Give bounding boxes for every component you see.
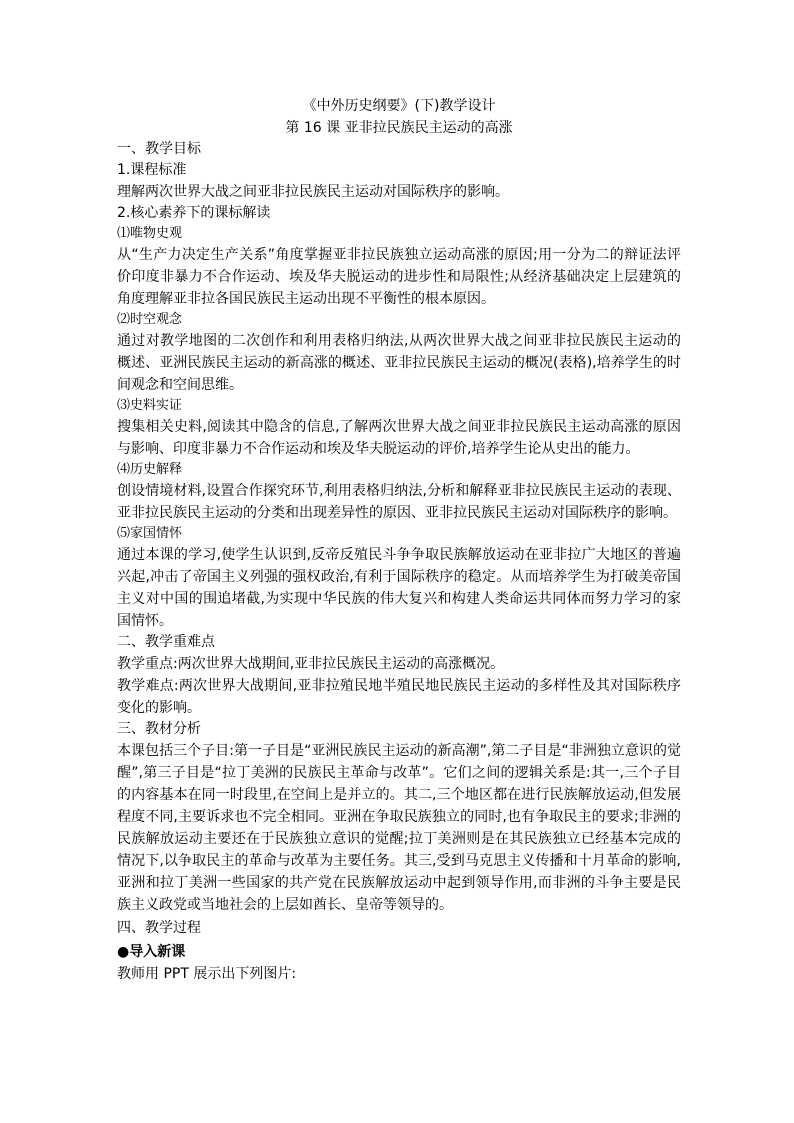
subheading-curriculum-standard: 1.课程标准 — [117, 162, 187, 178]
section-heading-textbook-analysis: 三、教材分析 — [117, 721, 201, 737]
subheading-lesson-intro: ●导入新课 — [117, 944, 186, 960]
section-heading-key-points: 二、教学重难点 — [117, 634, 215, 650]
paragraph-curriculum-standard: 理解两次世界大战之间亚非拉民族民主运动对国际秩序的影响。 — [117, 184, 509, 200]
literacy-text-spacetime: 通过对教学地图的二次创作和利用表格归纳法,从两次世界大战之间亚非拉民族民主运动的概述、亚洲民族民主运动的新高涨的概述、亚非拉民族民主运动的概况(表格),培养学生的时间观念和空间思维。 — [117, 333, 681, 393]
literacy-heading-spacetime: ⑵时空观念 — [117, 312, 183, 327]
literacy-heading-interpretation: ⑷历史解释 — [117, 462, 183, 477]
paragraph-intro-text: 教师用 PPT 展示出下列图片: — [117, 966, 297, 982]
document-title: 《中外历史纲要》(下)教学设计 — [302, 98, 496, 114]
literacy-text-materialism: 从“生产力决定生产关系”角度掌握亚非拉民族独立运动高涨的原因;用一分为二的辩证法评价印度非暴力不合作运动、埃及华夫脱运动的进步性和局限性;从经济基础决定上层建筑的角度理解亚非拉各国民族民主运动出现不平衡性的根本原因。 — [117, 247, 681, 307]
lesson-title: 第 16 课 亚非拉民族民主运动的高涨 — [285, 120, 513, 136]
document-page — [117, 95, 681, 985]
literacy-text-patriotism: 通过本课的学习,使学生认识到,反帝反殖民斗争争取民族解放运动在亚非拉广大地区的普遍兴起,冲击了帝国主义列强的强权政治,有利于国际秩序的稳定。从而培养学生为打破美帝国主义对中国的围追堵截,为实现中华民族的伟大复兴和构建人类命运共同体而努力学习的家国情怀。 — [117, 547, 681, 629]
paragraph-key-point: 教学重点:两次世界大战期间,亚非拉民族民主运动的高涨概况。 — [117, 656, 505, 672]
section-heading-teaching-process: 四、教学过程 — [117, 920, 201, 936]
paragraph-textbook-analysis: 本课包括三个子目:第一子目是“亚洲民族民主运动的新高潮”,第二子目是“非洲独立意识的觉醒”,第三子目是“拉丁美洲的民族民主革命与改革”。它们之间的逻辑关系是:其一,三个子目的内容基本在同一时段里,在空间上是并立的。其二,三个地区都在进行民族解放运动,但发展程度不同,主要诉求也不完全相同。亚洲在争取民族独立的同时,也有争取民主的要求;非洲的民族解放运动主要还在于民族独立意识的觉醒;拉丁美洲则是在其民族独立已经基本完成的情况下,以争取民主的革命与改革为主要任务。其三,受到马克思主义传播和十月革命的影响,亚洲和拉丁美洲一些国家的共产党在民族解放运动中起到领导作用,而非洲的斗争主要是民族主义政党或当地社会的上层如酋长、皇帝等领导的。 — [117, 743, 681, 913]
literacy-text-evidence: 搜集相关史料,阅读其中隐含的信息,了解两次世界大战之间亚非拉民族民主运动高涨的原因与影响、印度非暴力不合作运动和埃及华夫脱运动的评价,培养学生论从史出的能力。 — [117, 419, 681, 457]
paragraph-difficult-point: 教学难点:两次世界大战期间,亚非拉殖民地半殖民地民族民主运动的多样性及其对国际秩序变化的影响。 — [117, 678, 681, 716]
literacy-text-interpretation: 创设情境材料,设置合作探究环节,利用表格归纳法,分析和解释亚非拉民族民主运动的表现、亚非拉民族民主运动的分类和出现差异性的原因、亚非拉民族民主运动对国际秩序的影响。 — [117, 483, 681, 521]
literacy-heading-evidence: ⑶史料实证 — [117, 398, 183, 413]
section-heading-objectives: 一、教学目标 — [117, 141, 201, 157]
literacy-heading-patriotism: ⑸家国情怀 — [117, 526, 183, 541]
literacy-heading-materialism: ⑴唯物史观 — [117, 226, 183, 241]
subheading-core-literacy: 2.核心素养下的课标解读 — [117, 205, 271, 221]
